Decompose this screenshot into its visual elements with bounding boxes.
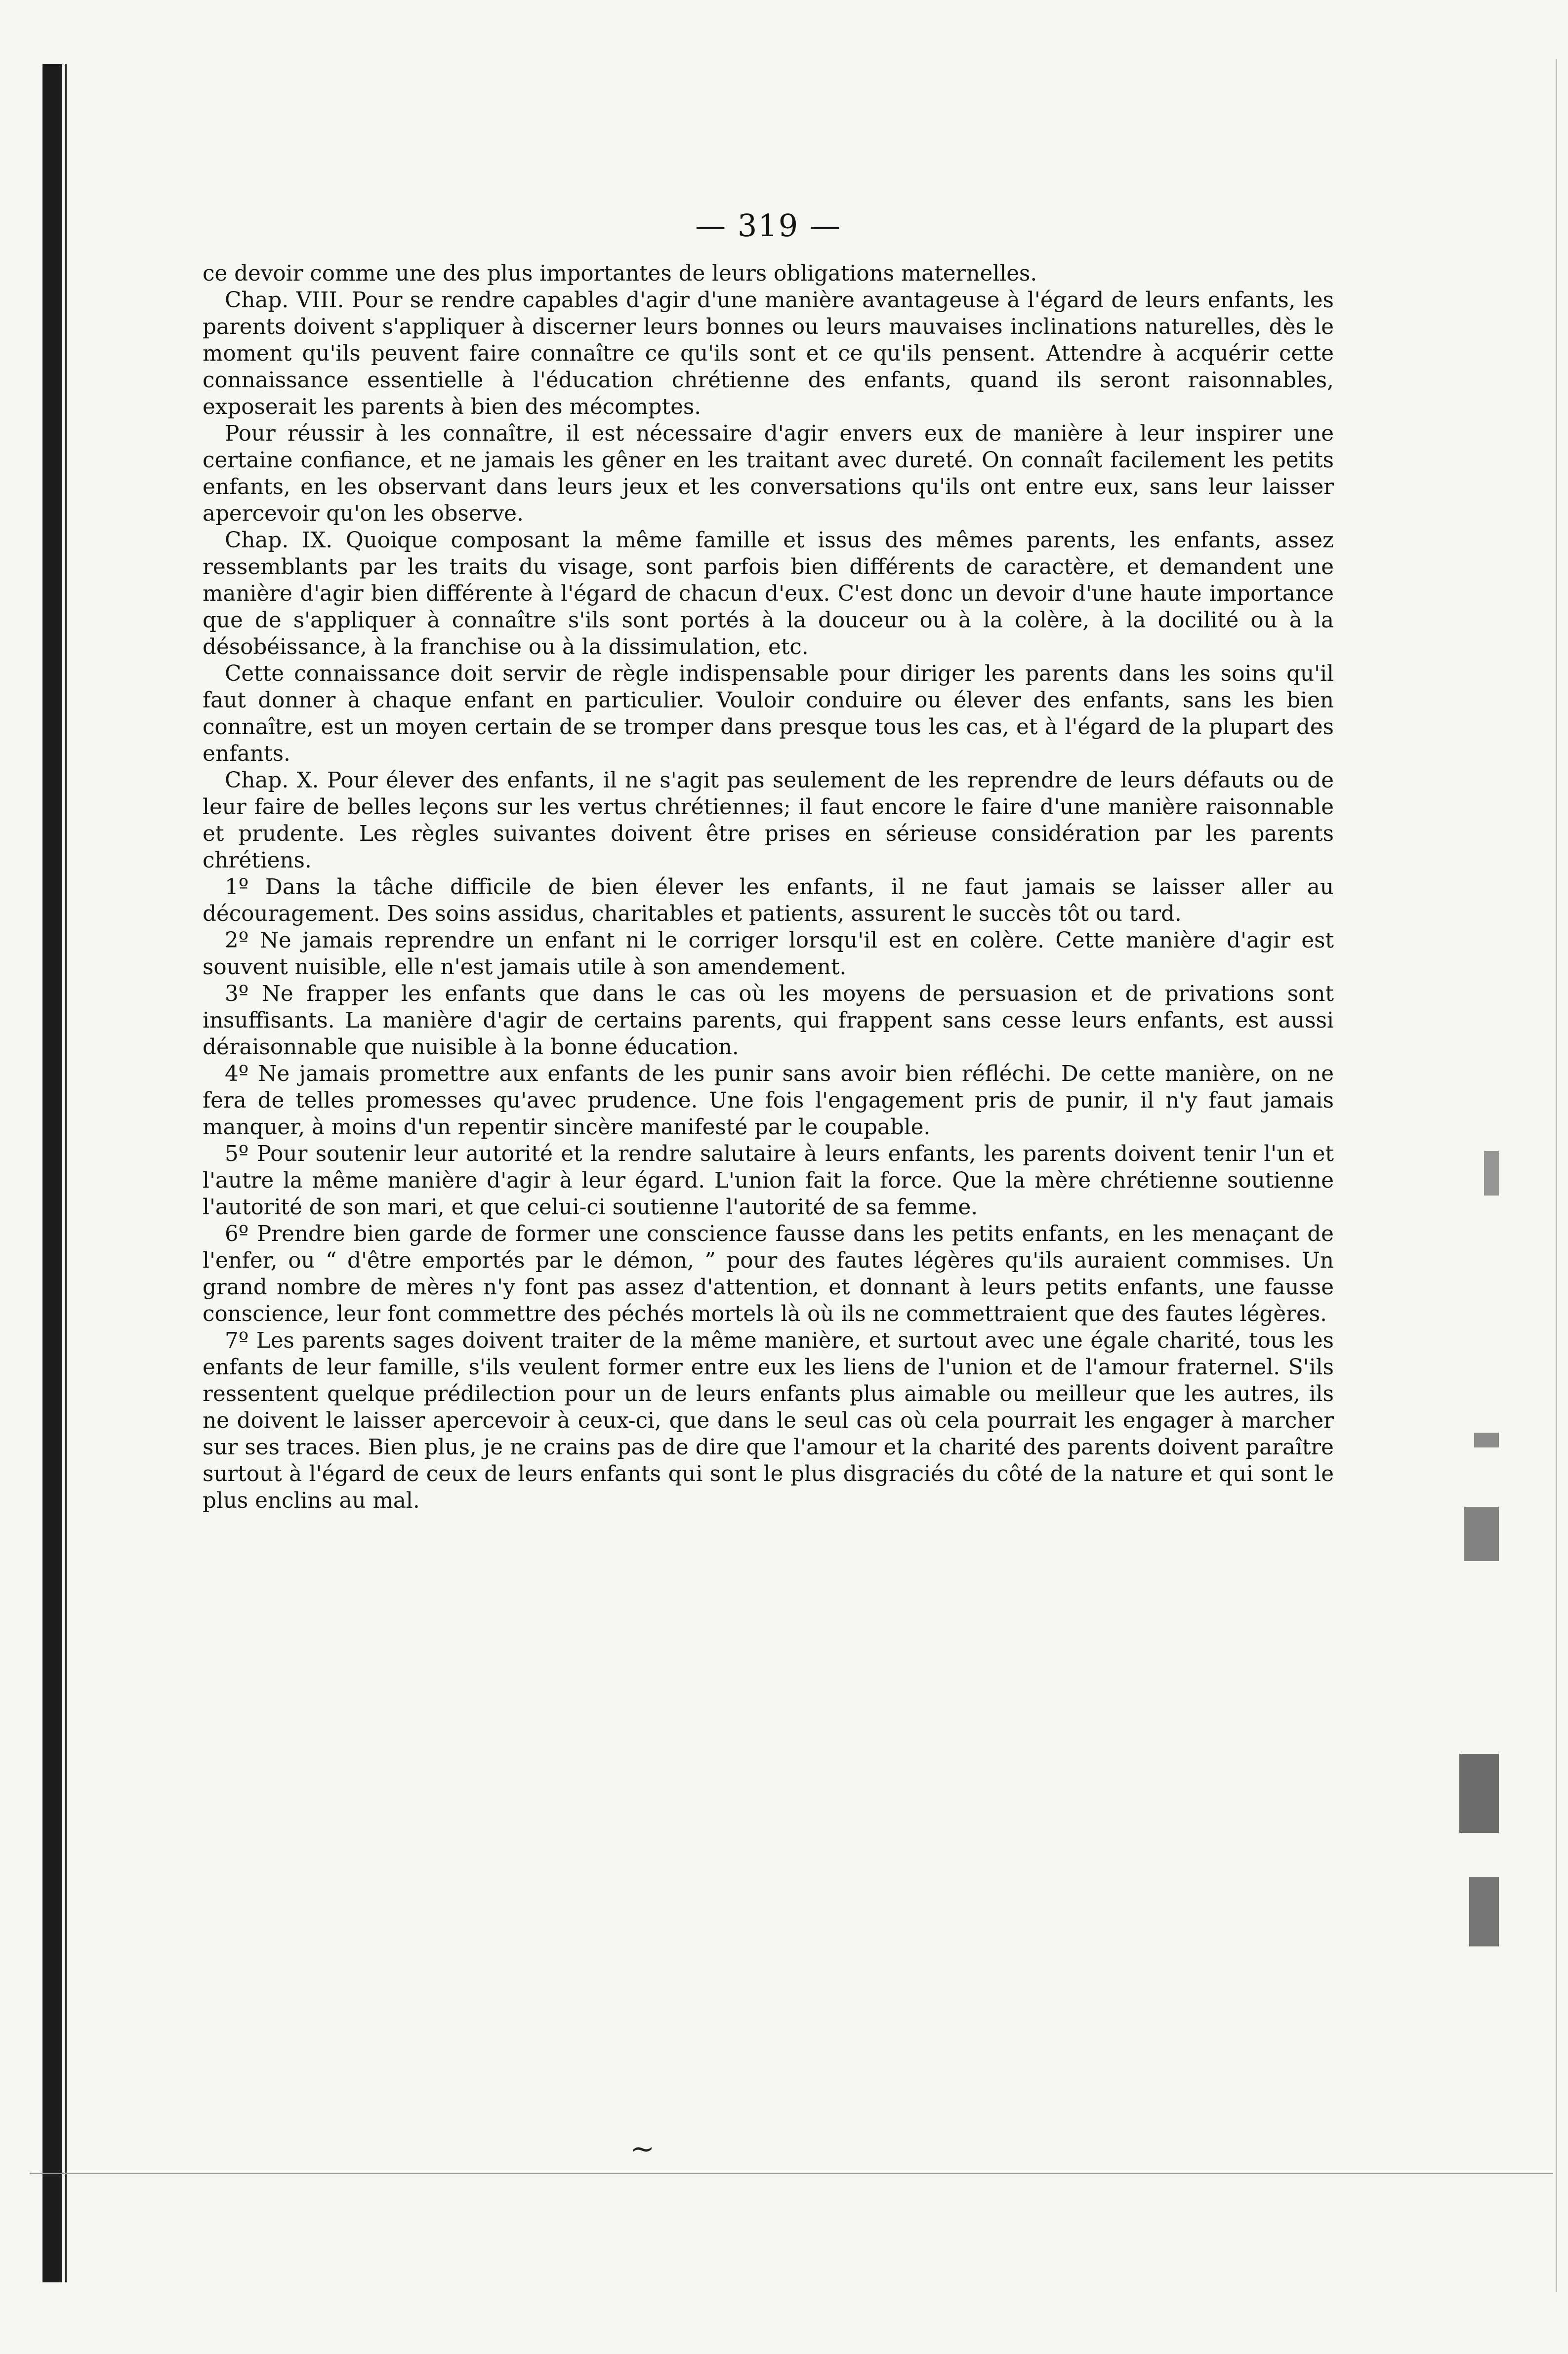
paragraph: Chap. VIII. Pour se rendre capables d'agir d'une manière avantageuse à l'égard de leurs enfants, les parents doivent s'appliquer à discerner leurs bonnes ou leurs mauvaises inclinations naturelles, dès le moment qu'ils peuvent faire connaître ce qu'ils sont et ce qu'ils pensent. Attendre à acquérir cette connaissance essentielle à l'éducation chrétienne des enfants, quand ils seront raisonnables, exposerait les parents à bien des mécomptes. <box>203 288 1334 419</box>
ink-mark: ~ <box>630 2132 655 2166</box>
paragraph: 3º Ne frapper les enfants que dans le cas où les moyens de persuasion et de privations sont insuffisants. La manière d'agir de certains parents, qui frappent sans cesse leurs enfants, est aussi déraisonnable que nuisible à la bonne éducation. <box>203 982 1334 1060</box>
paragraph: Pour réussir à les connaître, il est nécessaire d'agir envers eux de manière à leur inspirer une certaine confiance, et ne jamais les gêner en les traitant avec dureté. On connaît facilement les petits enfants, en les observant dans leurs jeux et les conversations qu'ils ont entre eux, sans leur laisser apercevoir qu'on les observe. <box>203 421 1334 526</box>
scan-binding-line <box>65 64 67 2282</box>
scan-speckle <box>1484 1151 1499 1196</box>
scan-bottom-rule <box>30 2173 1553 2174</box>
paragraph: 5º Pour soutenir leur autorité et la rendre salutaire à leurs enfants, les parents doivent tenir l'un et l'autre la même manière d'agir à leur égard. L'union fait la force. Que la mère chrétienne soutienne l'autorité de son mari, et que celui-ci soutienne l'autorité de sa femme. <box>203 1142 1334 1220</box>
paragraph: Cette connaissance doit servir de règle indispensable pour diriger les parents dans les soins qu'il faut donner à chaque enfant en particulier. Vouloir conduire ou élever des enfants, sans les bien connaître, est un moyen certain de se tromper dans presque tous les cas, et à l'égard de la plupart des enfants. <box>203 661 1334 766</box>
scan-right-edge <box>1556 59 1557 2292</box>
paragraph: 7º Les parents sages doivent traiter de la même manière, et surtout avec une égale charité, tous les enfants de leur famille, s'ils veulent former entre eux les liens de l'union et de l'amour fraternel. S'ils ressentent quelque prédilection pour un de leurs enfants plus aimable ou meilleur que les autres, ils ne doivent le laisser apercevoir à ceux-ci, que dans le seul cas où cela pourrait les engager à marcher sur ses traces. Bien plus, je ne crains pas de dire que l'amour et la charité des parents doivent paraître surtout à l'égard de ceux de leurs enfants qui sont le plus disgraciés du côté de la nature et qui sont le plus enclins au mal. <box>203 1328 1334 1513</box>
paragraph: 1º Dans la tâche difficile de bien élever les enfants, il ne faut jamais se laisser aller au découragement. Des soins assidus, charitables et patients, assurent le succès tôt ou tard. <box>203 875 1334 926</box>
paragraph: 4º Ne jamais promettre aux enfants de les punir sans avoir bien réfléchi. De cette manière, on ne fera de telles promesses qu'avec prudence. Une fois l'engagement pris de punir, il n'y faut jamais manquer, à moins d'un repentir sincère manifesté par le coupable. <box>203 1062 1334 1140</box>
paragraph: ce devoir comme une des plus importantes de leurs obligations maternelles. <box>203 261 1037 286</box>
paragraph: Chap. X. Pour élever des enfants, il ne s'agit pas seulement de les reprendre de leurs défauts ou de leur faire de belles leçons sur les vertus chrétiennes; il faut encore le faire d'une manière raisonnable et prudente. Les règles suivantes doivent être prises en sérieuse considération par les parents chrétiens. <box>203 768 1334 873</box>
book-page <box>203 207 1334 1514</box>
scan-binding-edge <box>42 64 62 2282</box>
scan-speckle <box>1464 1507 1499 1561</box>
body-text <box>203 260 1334 1514</box>
paragraph: Chap. IX. Quoique composant la même famille et issus des mêmes parents, les enfants, assez ressemblants par les traits du visage, sont parfois bien différents de caractère, et demandent une manière d'agir bien différente à l'égard de chacun d'eux. C'est donc un devoir d'une haute importance que de s'appliquer à connaître s'ils sont portés à la douceur ou à la colère, à la docilité ou à la désobéissance, à la franchise ou à la dissimulation, etc. <box>203 528 1334 660</box>
scan-speckle <box>1469 1877 1499 1946</box>
paragraph: 6º Prendre bien garde de former une conscience fausse dans les petits enfants, en les menaçant de l'enfer, ou “ d'être emportés par le démon, ” pour des fautes légères qu'ils auraient commises. Un grand nombre de mères n'y font pas assez d'attention, et donnant à leurs petits enfants, une fausse conscience, leur font commettre des péchés mortels là où ils ne commettraient que des fautes légères. <box>203 1222 1334 1326</box>
scan-speckle <box>1474 1433 1499 1447</box>
paragraph: 2º Ne jamais reprendre un enfant ni le corriger lorsqu'il est en colère. Cette manière d'agir est souvent nuisible, elle n'est jamais utile à son amendement. <box>203 928 1334 980</box>
scan-speckle <box>1459 1754 1499 1833</box>
page-number: — 319 — <box>695 207 841 244</box>
